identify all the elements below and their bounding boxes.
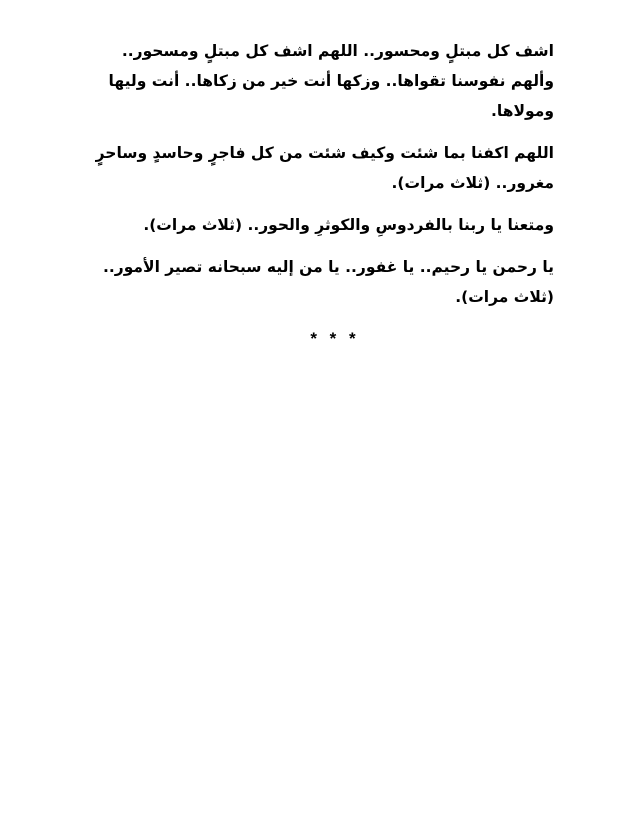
paragraph-1: اشف كل مبتلٍ ومحسور.. اللهم اشف كل مبتلٍ ومسحور.. وألهم نفوسنا تقواها.. وزكها أنت خير من زكاها.. أنت وليها ومولاها. — [108, 42, 554, 120]
document-page — [86, 36, 554, 354]
paragraph-2: اللهم اكفنا بما شئت وكيف شئت من كل فاجرٍ وحاسدٍ وساحرٍ مغرور.. (ثلاث مرات). — [95, 144, 554, 192]
paragraph-3: ومتعنا يا ربنا بالفردوسِ والكوثرِ والحور.. (ثلاث مرات). — [143, 216, 554, 234]
section-separator: * * * — [310, 329, 360, 348]
paragraph-4: يا رحمن يا رحيم.. يا غفور.. يا من إليه سبحانه تصير الأمور.. (ثلاث مرات). — [103, 258, 554, 306]
